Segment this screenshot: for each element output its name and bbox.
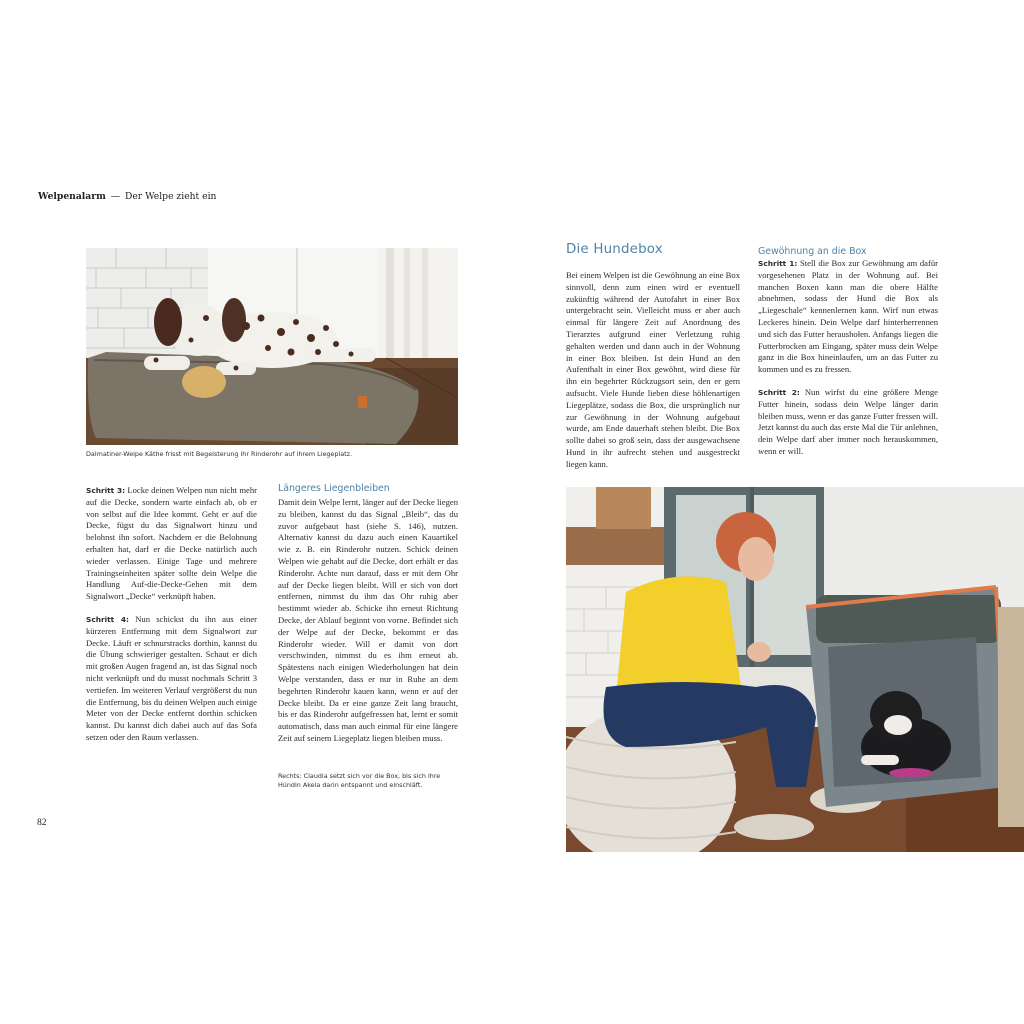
step4-label: Schritt 4: <box>86 614 129 624</box>
running-head <box>38 191 216 202</box>
step2-paragraph <box>758 387 938 458</box>
longer-lying-text: Damit dein Welpe lernt, länger auf der Decke liegen zu bleiben, kannst du das Signal „Bleib“, das du zuvor aufgebaut hast (siehe S. 146), nutzen. Alternativ kannst du dazu auch einen Kauartikel wie z. B. ein Rinderohr nutzen. Schick deinen Welpen wie gehabt auf die Decke, dort erhält er das Rinderohr. Achte nun darauf, dass er mit dem Ohr auf der Decke liegen bleibt. Will er sich von dort entfernen, nimmst du ihm das Ohr ruhig aber bestimmt wieder ab. Schicke ihn erneut Richtung Decke, der Ablauf beginnt von vorne. Befindet sich der Welpe auf der Decke, bekommt er das Rinderohr wieder. Will er damit von dort verschwinden, nimmst du es ihm erneut ab. Spätestens nach einigen Wiederholungen hat dein Welpe verstanden, dass er nur in Ruhe an dem begehrten Rinderohr kauen kann, wenn er auf der Decke bleibt. Da er eine ganze Zeit lang braucht, bis er das Rinderohr aufgefressen hat, lernt er somit automatisch, dass man auch einmal für eine längere Zeit auf seinem Liegeplatz liegen bleiben muss. <box>278 497 458 743</box>
photo-caption-right-ref: Rechts: Claudia setzt sich vor die Box, bis sich ihre Hündin Akela darin entspannt und einschläft. <box>278 772 441 789</box>
step3-text: Locke deinen Welpen nun nicht mehr auf die Decke, sondern warte einfach ab, ob er von selbst auf die Idee kommt. Geht er auf die Decke, fügst du das Signalwort hinzu und belohnst ihn sofort. Nachdem er die Belohnung erhalten hat, darf er die Decke natürlich auch wieder verlassen. Einige Tage und mehrere Trainingseinheiten später sollte dein Welpe die Handlung Auf-die-Decke-Gehen mit dem Signalwort „Decke“ verknüpft haben. <box>86 485 257 602</box>
woman-dog-crate-photo <box>566 487 1024 852</box>
running-head-separator: — <box>110 191 120 202</box>
crate-training-heading: Gewöhnung an die Box <box>758 246 867 257</box>
left-column-2 <box>278 497 458 745</box>
running-head-section: Der Welpe zieht ein <box>125 191 217 202</box>
dalmatian-puppy-photo <box>86 248 458 445</box>
step3-label: Schritt 3: <box>86 486 126 495</box>
step1-text: Stell die Box zur Gewöhnung am dafür vorgesehenen Platz in der Wohnung auf. Bei manchen Boxen kann man die obere Hälfte abnehmen, sodass der Hund die Box als „Liegeschale“ kennenlernen kann. Wirf nun etwas Leckeres hinein. Dein Welpe darf hinterherrennen und sich das Futter heraushołen. Anfangs liegen die Futterbrocken am Eingang, später muss dein Welpe ganz in die Box hineinlaufen, um an das Futter zu kommen und es zu fressen. <box>758 258 938 375</box>
step2-label: Schritt 2: <box>758 387 800 397</box>
right-column-1 <box>566 270 740 471</box>
step2-text: Nun wirfst du eine größere Menge Futter hinein, sodass dein Welpe länger darin bleiben muss, wenn er das ganze Futter fressen will. Jetzt kannst du auch das erste Mal die Tür anlehnen, dein Welpe darf aber immer noch herauskommen, wenn er will. <box>758 386 938 456</box>
right-column-2 <box>758 258 938 458</box>
photo-caption-left: Dalmatiner-Welpe Käthe frisst mit Begeisterung ihr Rinderohr auf ihrem Liegeplatz. <box>86 450 353 458</box>
longer-lying-heading: Längeres Liegenbleiben <box>278 483 390 494</box>
step3-paragraph <box>86 485 257 603</box>
step1-paragraph <box>758 258 938 376</box>
page-number: 82 <box>37 817 47 828</box>
step4-paragraph <box>86 614 257 744</box>
step4-text: Nun schickst du ihn aus einer kürzeren Entfernung mit dem Signalwort zur Decke. Läuft er schnurstracks dorthin, kannst du die Übung schwieriger gestalten. Schaut er dich mit großen Augen fragend an, ist das Signal noch nicht verknüpft und du musst nochmals Schritt 3 vertiefen. Im weiteren Verlauf vergrößerst du nun die Entfernung, bis du deinen Welpen auch einige Meter von der Decke entfernt dorthin schicken kannst. Du kannst dich dabei auch auf das Sofa setzen oder den Raum verlassen. <box>86 613 257 742</box>
running-head-chapter: Welpenalarm <box>38 191 106 202</box>
dog-crate-intro: Bei einem Welpen ist die Gewöhnung an eine Box sinnvoll, denn zum einen wird er eventuell zukünftig während der Autofahrt in einer Box untergebracht sein. Vielleicht muss er aber auch einmal für längere Zeit auf Anordnung des Tierarztes aufgrund einer Verletzung ruhig gehalten werden und dann auch in der Wohnung in einer Box bleiben. Ist dein Hund an den Aufenthalt in einer Box gewöhnt, wird diese für ihn ein begehrter Rückzugsort sein, den er gern aufsucht. Viele Hunde lieben diese höhlenartigen Liegeplätze, sodass die Box, die ursprünglich nur zur Gewöhnung in der Wohnung aufgebaut wurde, am Ende dauerhaft stehen bleibt. Die Box sollte dabei so groß sein, dass der ausgewachsene Hund in ihr aufrecht stehen und ausgestreckt liegen kann. <box>566 270 740 469</box>
left-column-1 <box>86 485 257 744</box>
step1-label: Schritt 1: <box>758 259 798 268</box>
dog-crate-heading: Die Hundebox <box>566 242 663 257</box>
